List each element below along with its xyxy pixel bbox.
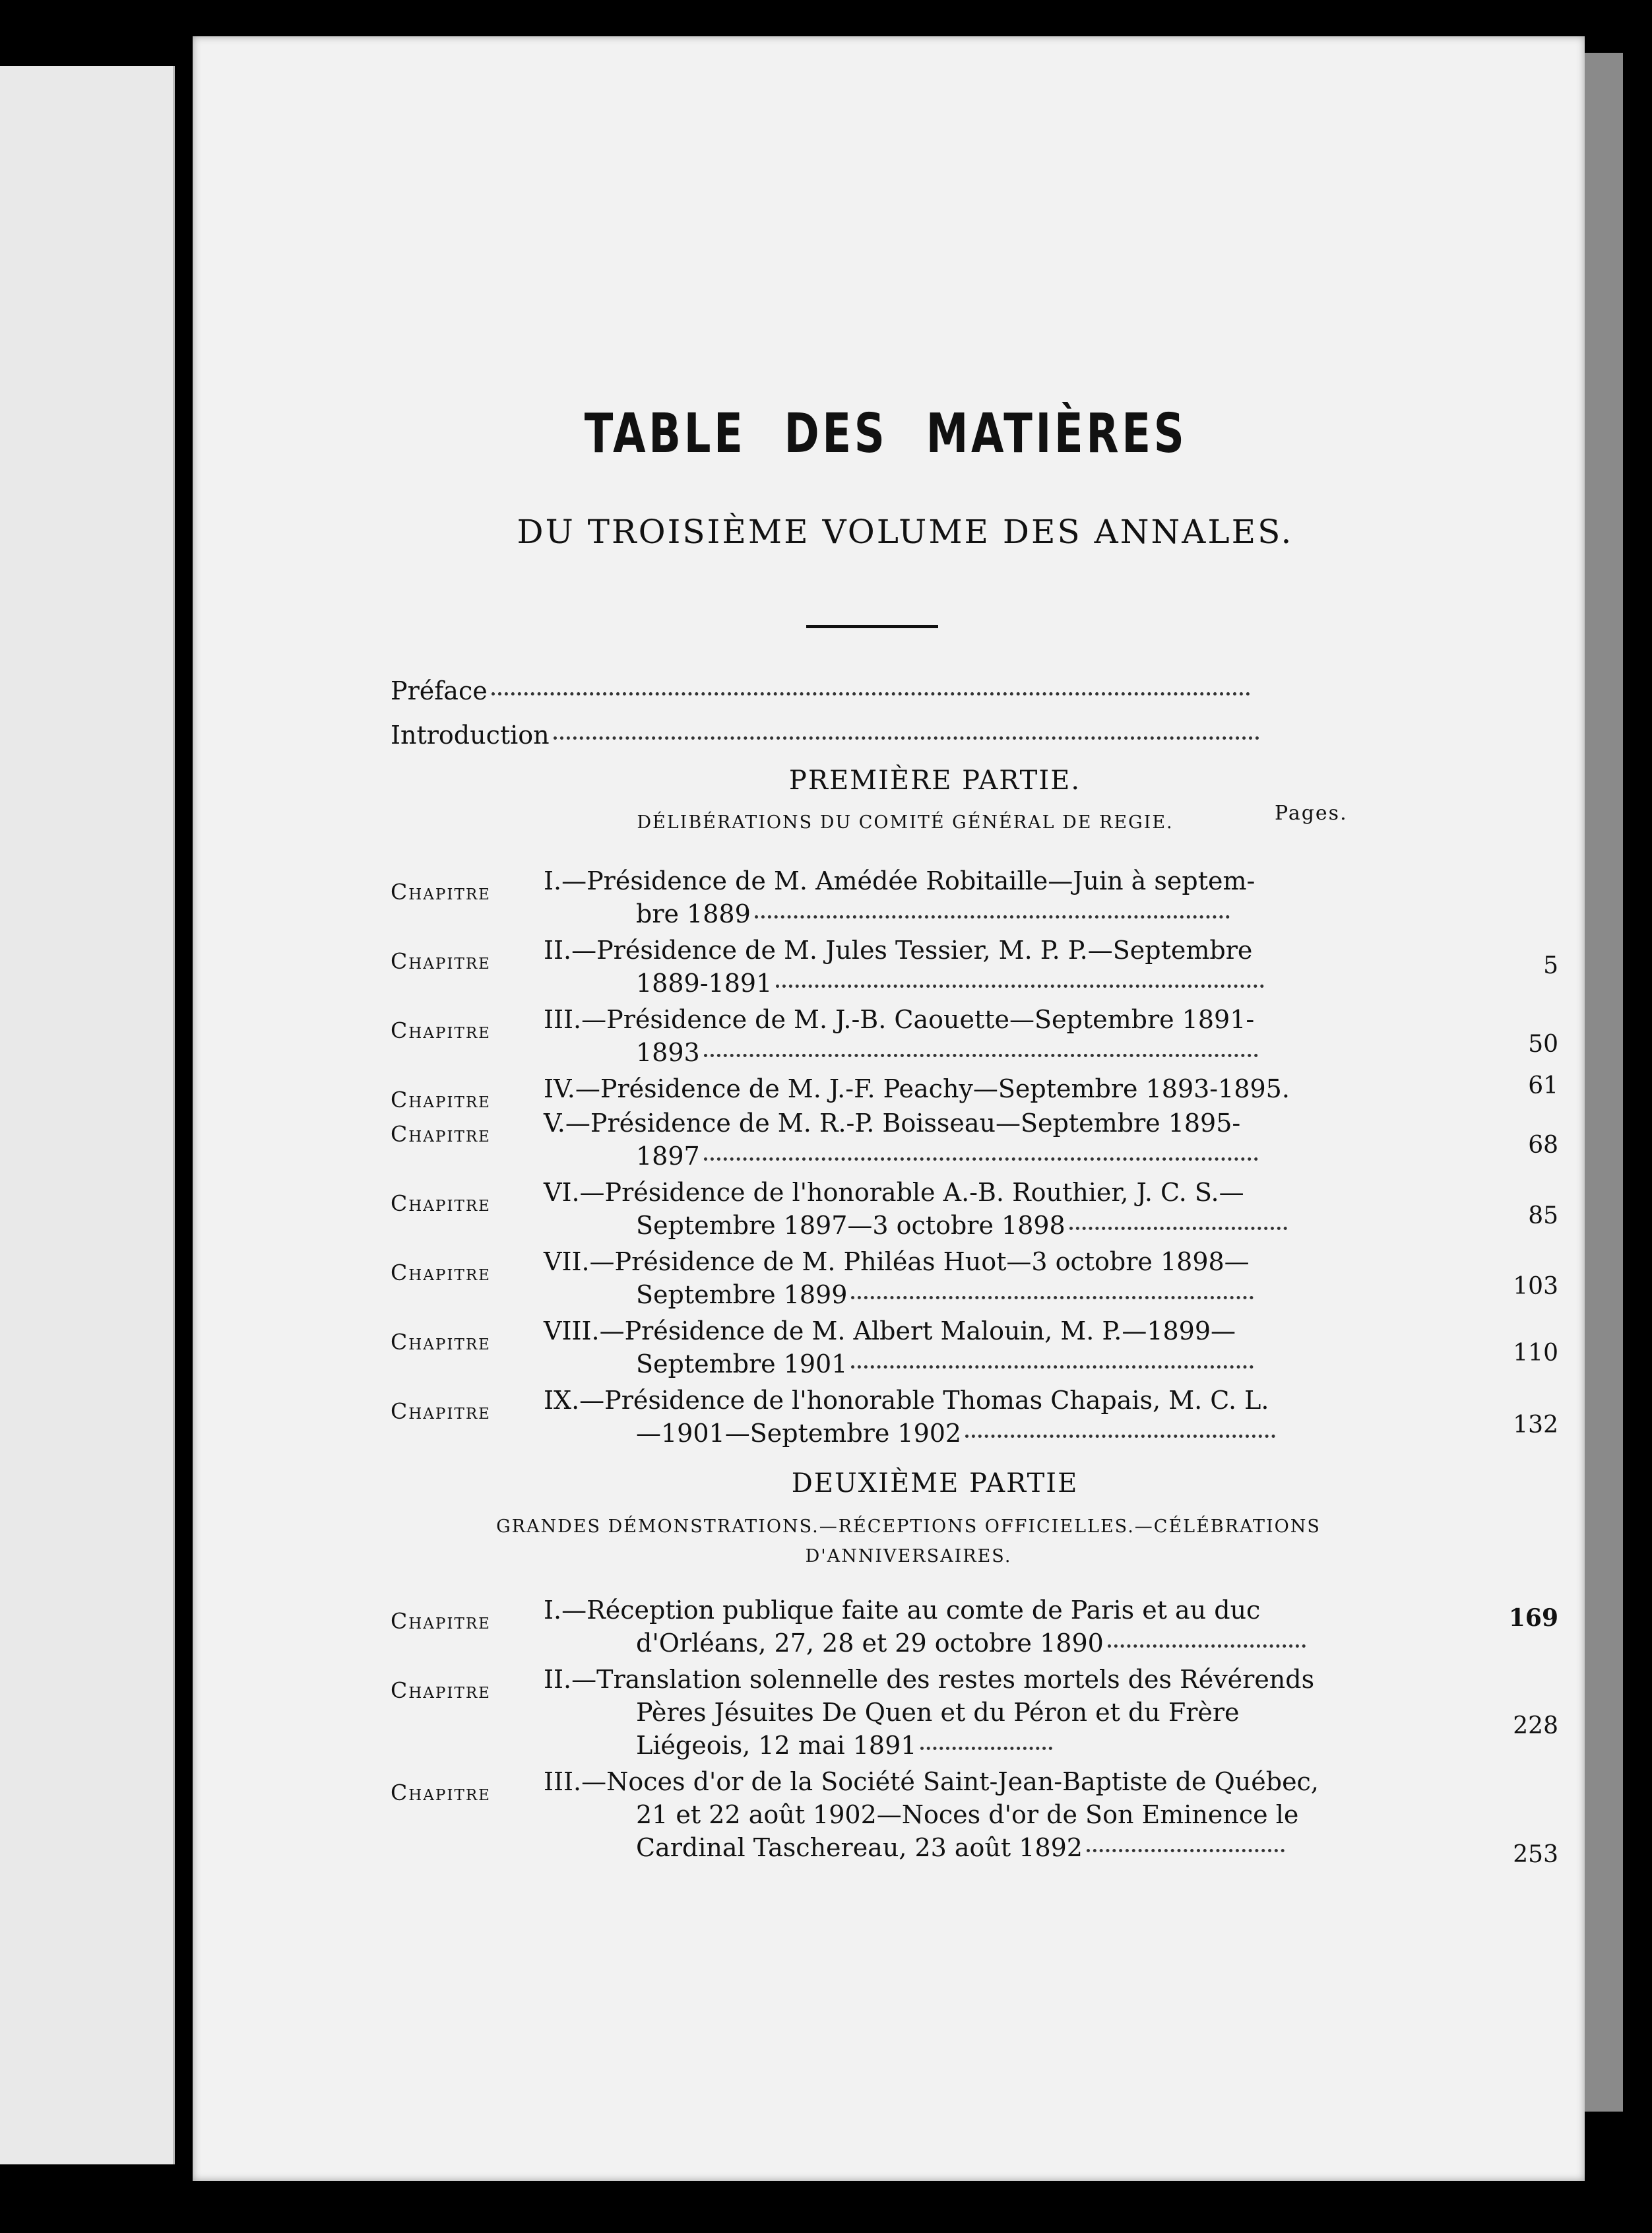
toc-entry [391,934,1604,1006]
entry-line1: —Noces d'or de la Société Saint-Jean-Baptiste de Québec, [581,1767,1319,1796]
entry-line2: —1901—Septembre 1902 [636,1419,962,1448]
document-page [193,36,1585,2181]
entry-line2: Septembre 1897—3 octobre 1898 [636,1211,1065,1240]
toc-entry [391,1072,1604,1113]
leader-dots [965,1435,1275,1438]
entry-page: 103 [1513,1273,1558,1300]
chapter-word: Chapitre [391,1260,491,1285]
toc-entry [391,1245,1604,1318]
chapter-number: II. [544,936,572,965]
entry-line1: —Présidence de M. Jules Tessier, M. P. P.—Septembre [571,936,1253,965]
chapter-number: VI. [544,1178,580,1207]
chapter-number: IV. [544,1074,575,1103]
leader-dots [704,1054,1258,1057]
leader-dots [704,1157,1258,1161]
entry-page: 110 [1513,1340,1558,1367]
entry-page: 132 [1513,1411,1558,1439]
entry-line2: 1897 [636,1142,700,1171]
facing-page-edge [0,66,175,2164]
entry-line2: 1893 [636,1038,700,1067]
entry-line1: —Présidence de M. Amédée Robitaille—Juin à septem- [561,866,1255,895]
chapter-word: Chapitre [391,1608,491,1634]
entry-page: 85 [1528,1202,1558,1229]
chapter-word: Chapitre [391,1329,491,1355]
leader-dots [1069,1227,1287,1230]
entry-line3: Liégeois, 12 mai 1891 [636,1731,917,1760]
chapter-number: VII. [544,1247,590,1276]
page-subtitle: DU TROISIÈME VOLUME DES ANNALES. [517,513,1294,551]
entry-page: 68 [1528,1132,1558,1159]
toc-entry [391,1003,1604,1076]
entry-page: 61 [1528,1072,1558,1099]
page-title: TABLE DES MATIÈRES [584,403,1188,465]
part2-subheading-line1: GRANDES DÉMONSTRATIONS.—RÉCEPTIONS OFFICIELLES.—CÉLÉBRATIONS [496,1516,1321,1537]
leader-dots [851,1296,1254,1299]
leader-dots [920,1747,1052,1750]
chapter-word: Chapitre [391,1087,491,1113]
chapter-word: Chapitre [391,1398,491,1424]
leader-dots [755,915,1230,919]
introduction-entry [391,721,1473,750]
entry-line1: —Translation solennelle des restes mortels des Révérends [571,1665,1315,1694]
chapter-number: III. [544,1005,582,1034]
entry-line1: —Réception publique faite au comte de Paris et au duc [561,1596,1261,1625]
entry-page: 228 [1513,1712,1558,1739]
entry-page: 253 [1513,1841,1558,1868]
entry-line2: 1889-1891 [636,969,773,998]
leader-dots [776,985,1264,988]
pages-column-label: Pages. [1275,802,1348,825]
entry-page: 50 [1528,1031,1558,1058]
chapter-number: I. [544,866,562,895]
entry-page: 5 [1543,952,1558,979]
entry-page: 169 [1508,1604,1558,1632]
leader-dots [1108,1644,1306,1648]
chapter-word: Chapitre [391,1121,491,1147]
entry-line1: —Présidence de M. J.-F. Peachy—Septembre 1893-1895. [575,1074,1290,1103]
chapter-word: Chapitre [391,1677,491,1703]
toc-entry [391,1314,1604,1387]
chapter-number: III. [544,1767,582,1796]
chapter-word: Chapitre [391,1780,491,1805]
part2-heading: DEUXIÈME PARTIE [791,1468,1079,1499]
entry-line1: —Présidence de l'honorable Thomas Chapais, M. C. L. [579,1386,1269,1415]
chapter-number: IX. [544,1386,580,1415]
entry-line2: Septembre 1901 [636,1349,848,1378]
leader-dots [492,692,1250,696]
part1-subheading: DÉLIBÉRATIONS DU COMITÉ GÉNÉRAL DE REGIE. [637,812,1174,833]
chapter-word: Chapitre [391,1190,491,1216]
preface-entry [391,676,1473,705]
toc-entry [391,1663,1604,1768]
leader-dots [554,736,1259,740]
toc-entry [391,1384,1604,1456]
part2-subheading-line2: D'ANNIVERSAIRES. [805,1546,1012,1567]
entry-line2: Pères Jésuites De Quen et du Péron et du Frère [636,1698,1240,1727]
entry-line1: —Présidence de M. J.-B. Caouette—Septembre 1891- [581,1005,1255,1034]
part1-heading: PREMIÈRE PARTIE. [788,765,1081,796]
chapter-word: Chapitre [391,948,491,974]
entry-line2: 21 et 22 août 1902—Noces d'or de Son Eminence le [636,1800,1299,1829]
leader-dots [851,1365,1254,1369]
toc-entry [391,1176,1604,1248]
toc-entry [391,1594,1604,1666]
entry-line3: Cardinal Taschereau, 23 août 1892 [636,1833,1083,1862]
chapter-number: I. [544,1596,562,1625]
leader-dots [1087,1849,1285,1852]
toc-entry [391,1107,1604,1179]
entry-line1: —Présidence de M. R.-P. Boisseau—Septembre 1895- [565,1109,1241,1138]
entry-line1: —Présidence de M. Albert Malouin, M. P.—1899— [599,1316,1236,1345]
preface-label: Préface [391,676,488,705]
entry-line2: bre 1889 [636,899,751,928]
entry-line1: —Présidence de l'honorable A.-B. Routhier, J. C. S.— [579,1178,1244,1207]
entry-line2: d'Orléans, 27, 28 et 29 octobre 1890 [636,1629,1104,1658]
chapter-number: II. [544,1665,572,1694]
toc-entry [391,864,1604,937]
chapter-word: Chapitre [391,879,491,905]
entry-line2: Septembre 1899 [636,1280,848,1309]
introduction-label: Introduction [391,721,550,750]
title-rule [806,625,938,628]
entry-line1: —Présidence de M. Philéas Huot—3 octobre 1898— [589,1247,1250,1276]
toc-entry [391,1765,1604,1871]
chapter-word: Chapitre [391,1018,491,1043]
chapter-number: VIII. [544,1316,600,1345]
chapter-number: V. [544,1109,565,1138]
